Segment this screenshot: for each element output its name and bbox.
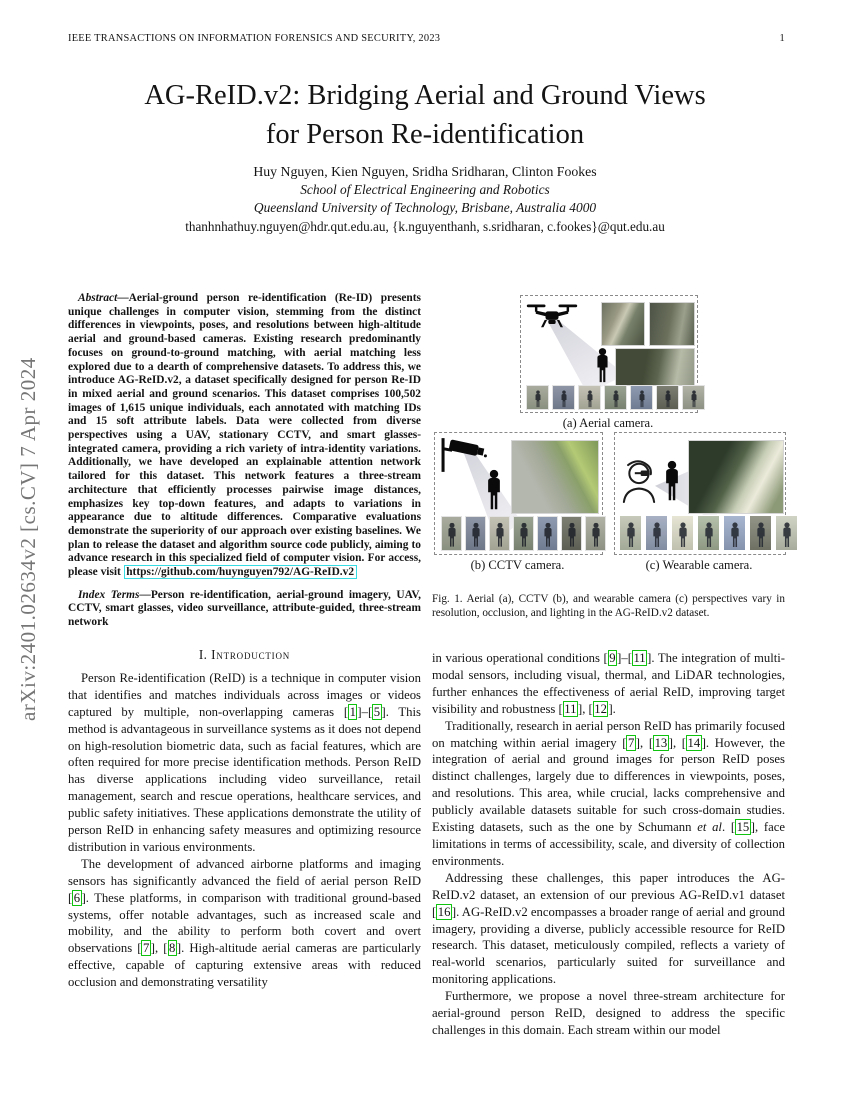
person-crop-thumbnail	[723, 515, 746, 551]
body-paragraph-3: in various operational conditions [ 9 ]–[ 11 ]. The integration of multi-modal sensors, including visual, thermal, and LiDAR technologies, further enhances the effectiveness of aerial ReID, improving target visibility and robustness [ 11 ], [ 12 ].	[432, 651, 785, 716]
citation-ref[interactable]: 5	[373, 704, 381, 719]
citation-ref[interactable]: 1	[349, 704, 356, 719]
index-terms-paragraph: Index Terms—Person re-identification, aerial-ground imagery, UAV, CCTV, smart glasses, video surveillance, attribute-guided, three-stream network	[68, 588, 421, 629]
running-header	[68, 33, 785, 44]
abstract-paragraph: Abstract—Aerial-ground person re-identification (Re-ID) presents unique challenges in computer vision, stemming from the distinct differences in viewpoints, poses, and resolutions between high-altitude aerial and ground-based cameras. Existing research predominantly focuses on ground-to-ground matching, with aerial matching less explored due to a dearth of comprehensive datasets. To address this, we introduce AG-ReID.v2, a dataset specifically designed for person Re-ID in mixed aerial and ground scenarios. This dataset comprises 100,502 images of 1,615 unique individuals, each annotated with matching IDs and 15 soft attribute labels. Data were collected from diverse perspectives using a UAV, stationary CCTV, and smart glasses-integrated camera, providing a rich variety of intra-identity variations. Additionally, we have developed an explainable attention network tailored for this dataset. This network features a three-stream architecture that efficiently processes pairwise image distances, emphasizes key top-down features, and adapts to variations in appearance due to altitude differences. Comparative evaluations demonstrate the superiority of our approach over existing baselines. We plan to release the dataset and algorithm source code publicly, aiming to advance research in this specialized field of computer vision. For access, please visit https://github.com/huynguyen792/AG-ReID.v2	[68, 292, 421, 579]
body-paragraph-4: Traditionally, research in aerial person ReID has primarily focused on matching within aerial imagery [ 7 ], [ 13 ], [ 14 ]. However, the integration of aerial and ground images for person ReID poses distinct challenges, largely due to differences in viewpoints, poses, and resolutions. This area, while crucial, lacks comprehensive and publicly available datasets suitable for such cross-domain studies. Existing datasets, such as the one by Schumann et al. [ 15 ], face limitations in terms of accessibility, scale, and diversity of collection environments.	[432, 718, 786, 868]
person-silhouette-icon	[445, 523, 458, 547]
person-icon	[661, 459, 683, 503]
person-crop-thumbnail	[604, 385, 627, 410]
person-crop-thumbnail	[671, 515, 694, 551]
person-crop-thumbnail	[489, 516, 510, 551]
person-crops-row	[526, 385, 705, 410]
citation-ref[interactable]: 9	[609, 651, 616, 665]
figure-1-caption: Fig. 1. Aerial (a), CCTV (b), and wearable camera (c) perspectives vary in resolution, occlusion, and lighting in the AG-ReID.v2 dataset.	[432, 593, 785, 619]
person-silhouette-icon	[611, 390, 620, 407]
cctv-scene-photo	[511, 440, 599, 514]
person-silhouette-icon	[650, 522, 664, 547]
person-crop-thumbnail	[552, 385, 575, 410]
left-column	[68, 292, 421, 991]
person-silhouette-icon	[728, 522, 742, 547]
person-icon	[593, 348, 612, 383]
person-silhouette-icon	[565, 523, 578, 547]
subcaption-a: (a) Aerial camera.	[562, 416, 654, 430]
person-silhouette-icon	[533, 390, 542, 407]
person-silhouette-icon	[780, 522, 794, 547]
citation-ref[interactable]: 14	[687, 735, 701, 750]
subcaption-b: (b) CCTV camera.	[470, 558, 565, 572]
citation-ref[interactable]: 15	[736, 820, 750, 835]
person-crop-thumbnail	[537, 516, 558, 551]
person-crop-thumbnail	[578, 385, 601, 410]
paper-title-line2: for Person Re-identification	[265, 119, 585, 150]
person-crops-row	[619, 515, 798, 551]
author-names: Huy Nguyen, Kien Nguyen, Sridha Sridharan, Clinton Fookes	[253, 164, 597, 179]
person-crop-thumbnail	[697, 515, 720, 551]
person-silhouette-icon	[517, 523, 530, 547]
person-crop-thumbnail	[749, 515, 772, 551]
wearable-scene-photo	[688, 440, 784, 514]
person-crop-thumbnail	[526, 385, 549, 410]
drone-icon	[526, 300, 578, 330]
aerial-photo-3	[615, 348, 695, 386]
intro-paragraph-1: Person Re-identification (ReID) is a technique in computer vision that identifies and matches individuals across images or videos captured by multiple, non-overlapping cameras [ 1 ]–[ 5 ]. This method is advantageous in surveillance systems as it does not depend on high-resolution biometric data, such as facial features, which are often required for more precise identification methods. Person ReID has diverse applications including video surveillance, retail management, search and rescue operations, healthcare services, and public safety initiatives. These applications demonstrate the utility of person ReID in enhancing safety measures and optimizing resource distribution in various environments.	[68, 670, 421, 854]
section-heading-introduction	[68, 647, 421, 663]
figure-1	[432, 292, 785, 650]
aerial-photo-2	[649, 302, 695, 346]
person-crop-thumbnail	[513, 516, 534, 551]
person-silhouette-icon	[663, 390, 672, 407]
person-crop-thumbnail	[656, 385, 679, 410]
author-emails: thanhnhathuy.nguyen@hdr.qut.edu.au, {k.nguyenthanh, s.sridharan, c.fookes}@qut.edu.au	[185, 219, 665, 234]
person-crop-thumbnail	[441, 516, 462, 551]
citation-ref[interactable]: 13	[654, 735, 668, 750]
person-silhouette-icon	[754, 522, 768, 547]
person-silhouette-icon	[637, 390, 646, 407]
figure-panel-wearable	[614, 432, 786, 555]
affiliation-school: School of Electrical Engineering and Robotics	[300, 182, 550, 197]
person-silhouette-icon	[469, 523, 482, 547]
paper-title-line1: AG-ReID.v2: Bridging Aerial and Ground Views	[144, 80, 706, 111]
section-number: I.	[198, 646, 208, 662]
subcaption-c: (c) Wearable camera.	[645, 558, 753, 572]
person-silhouette-icon	[589, 523, 602, 547]
person-silhouette-icon	[559, 390, 568, 407]
person-crop-thumbnail	[645, 515, 668, 551]
person-crop-thumbnail	[619, 515, 642, 551]
section-title: Introduction	[211, 646, 291, 662]
person-silhouette-icon	[702, 522, 716, 547]
person-crop-thumbnail	[465, 516, 486, 551]
citation-ref[interactable]: 7	[627, 735, 635, 750]
person-crop-thumbnail	[682, 385, 705, 410]
person-crop-thumbnail	[561, 516, 582, 551]
paper-title	[40, 76, 810, 154]
body-paragraph-6: Furthermore, we propose a novel three-stream architecture for aerial-ground person ReID, designed to address the specific challenges in this domain. Each stream within our model	[432, 989, 785, 1037]
github-url-link[interactable]: https://github.com/huynguyen792/AG-ReID.v2	[124, 565, 357, 579]
person-crop-thumbnail	[630, 385, 653, 410]
person-crops-row	[441, 516, 606, 551]
figure-panel-aerial	[520, 295, 698, 413]
person-silhouette-icon	[624, 522, 638, 547]
author-block	[40, 163, 810, 236]
body-paragraph-5: Addressing these challenges, this paper introduces the AG-ReID.v2 dataset, an extension of our previous AG-ReID.v1 dataset [ 16 ]. AG-ReID.v2 encompasses a broader range of aerial and ground imagery, providing a diverse, publicly accessible resource for ReID research. This dataset, meticulously compiled, reflects a variety of real-world scenarios, particularly suited for surveillance and monitoring applications.	[432, 870, 785, 987]
citation-ref[interactable]: 11	[633, 651, 646, 665]
person-crop-thumbnail	[585, 516, 606, 551]
figure-panel-cctv	[434, 432, 603, 555]
wearable-glasses-icon	[618, 457, 660, 505]
person-silhouette-icon	[676, 522, 690, 547]
intro-paragraph-2: The development of advanced airborne platforms and imaging sensors has significantly advanced the field of aerial person ReID [ 6 ]. These platforms, in comparison with traditional ground-based systems, offer notable advantages, such as increased scale and mobility, and the ability to perform both covert and overt observations [ 7 ], [ 8 ]. High-altitude aerial cameras are particularly effective, capable of capturing extensive areas with reduced occlusion and demonstrating versatility	[68, 856, 422, 990]
arxiv-identifier-stamp: arXiv:2401.02634v2 [cs.CV] 7 Apr 2024	[16, 357, 40, 721]
affiliation-university: Queensland University of Technology, Brisbane, Australia 4000	[253, 200, 597, 215]
aerial-photo-1	[601, 302, 645, 346]
citation-ref[interactable]: 6	[73, 890, 81, 905]
person-silhouette-icon	[689, 390, 698, 407]
citation-ref[interactable]: 7	[142, 941, 150, 956]
right-column	[432, 292, 785, 1039]
citation-ref[interactable]: 8	[169, 941, 176, 956]
person-silhouette-icon	[585, 390, 594, 407]
person-icon	[483, 469, 505, 511]
citation-ref[interactable]: 16	[437, 904, 451, 919]
page-number: 1	[779, 33, 785, 44]
person-silhouette-icon	[541, 523, 554, 547]
person-silhouette-icon	[493, 523, 506, 547]
citation-ref[interactable]: 11	[564, 701, 577, 716]
person-crop-thumbnail	[775, 515, 798, 551]
citation-ref[interactable]: 12	[594, 701, 607, 716]
cctv-camera-icon	[439, 437, 493, 473]
journal-name: IEEE TRANSACTIONS ON INFORMATION FORENSICS AND SECURITY, 2023	[68, 33, 441, 44]
